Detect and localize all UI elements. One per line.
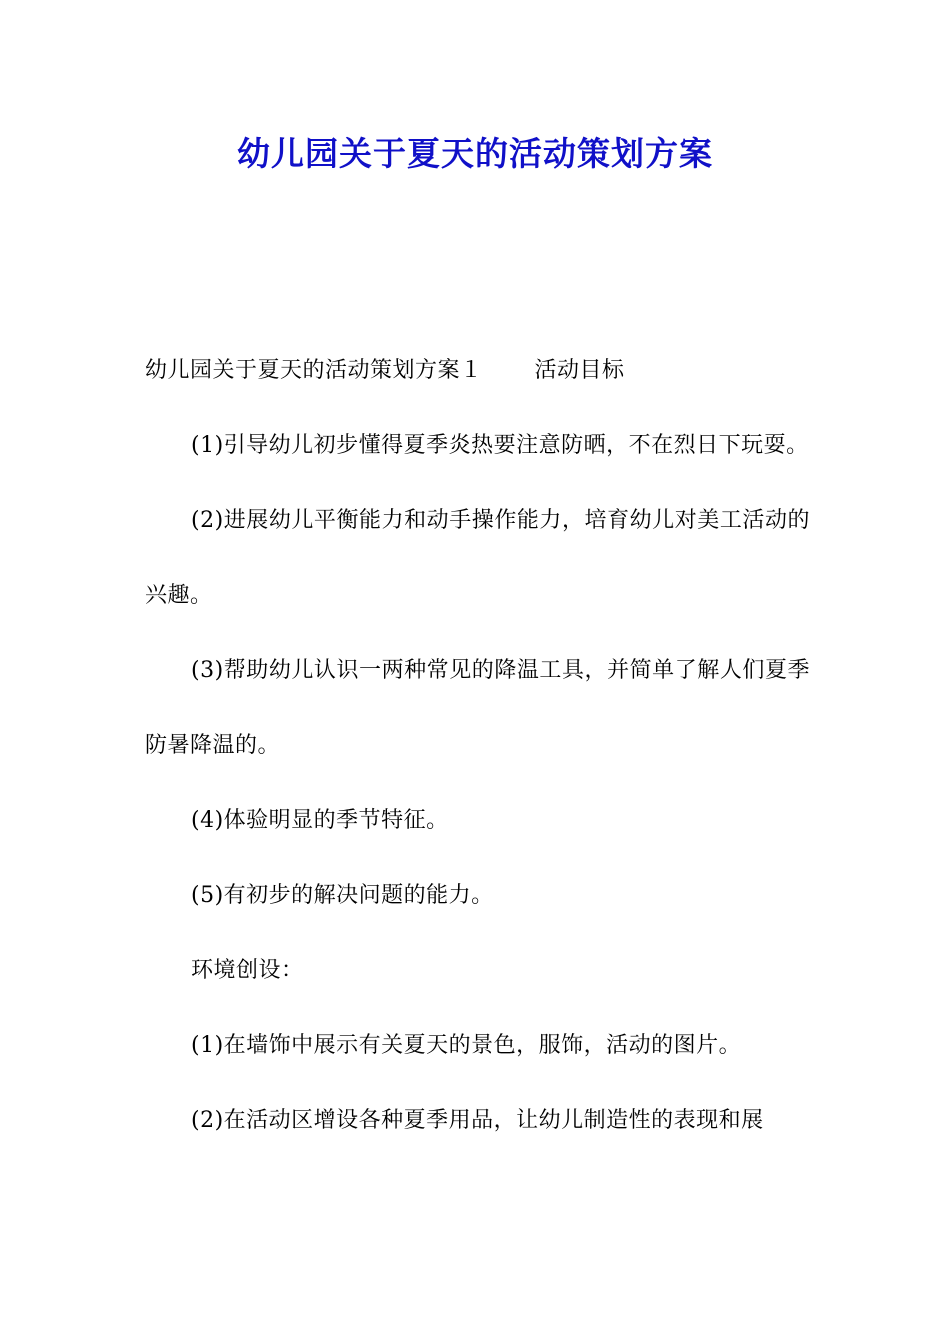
heading-line — [145, 333, 810, 408]
goal-item-5: (5)有初步的解决问题的能力。 — [191, 883, 494, 908]
environment-item-1: (1)在墙饰中展示有关夏天的景色，服饰，活动的图片。 — [191, 1033, 742, 1058]
section-heading-goals: 活动目标 — [534, 358, 625, 383]
goal-item-1: (1)引导幼儿初步懂得夏季炎热要注意防晒，不在烈日下玩耍。 — [191, 433, 809, 458]
plan-subtitle: 幼儿园关于夏天的活动策划方案１ — [145, 358, 483, 383]
environment-item-2: (2)在活动区增设各种夏季用品，让幼儿制造性的表现和展 — [191, 1108, 764, 1133]
document-body — [145, 333, 810, 1158]
section-heading-environment: 环境创设： — [191, 958, 304, 983]
goal-item-2: (2)进展幼儿平衡能力和动手操作能力，培育幼儿对美工活动的兴趣。 — [145, 508, 810, 608]
document-title: 幼儿园关于夏天的活动策划方案 — [237, 134, 713, 173]
goal-item-4: (4)体验明显的季节特征。 — [191, 808, 449, 833]
goal-item-3: (3)帮助幼儿认识一两种常见的降温工具，并简单了解人们夏季防暑降温的。 — [145, 658, 810, 758]
